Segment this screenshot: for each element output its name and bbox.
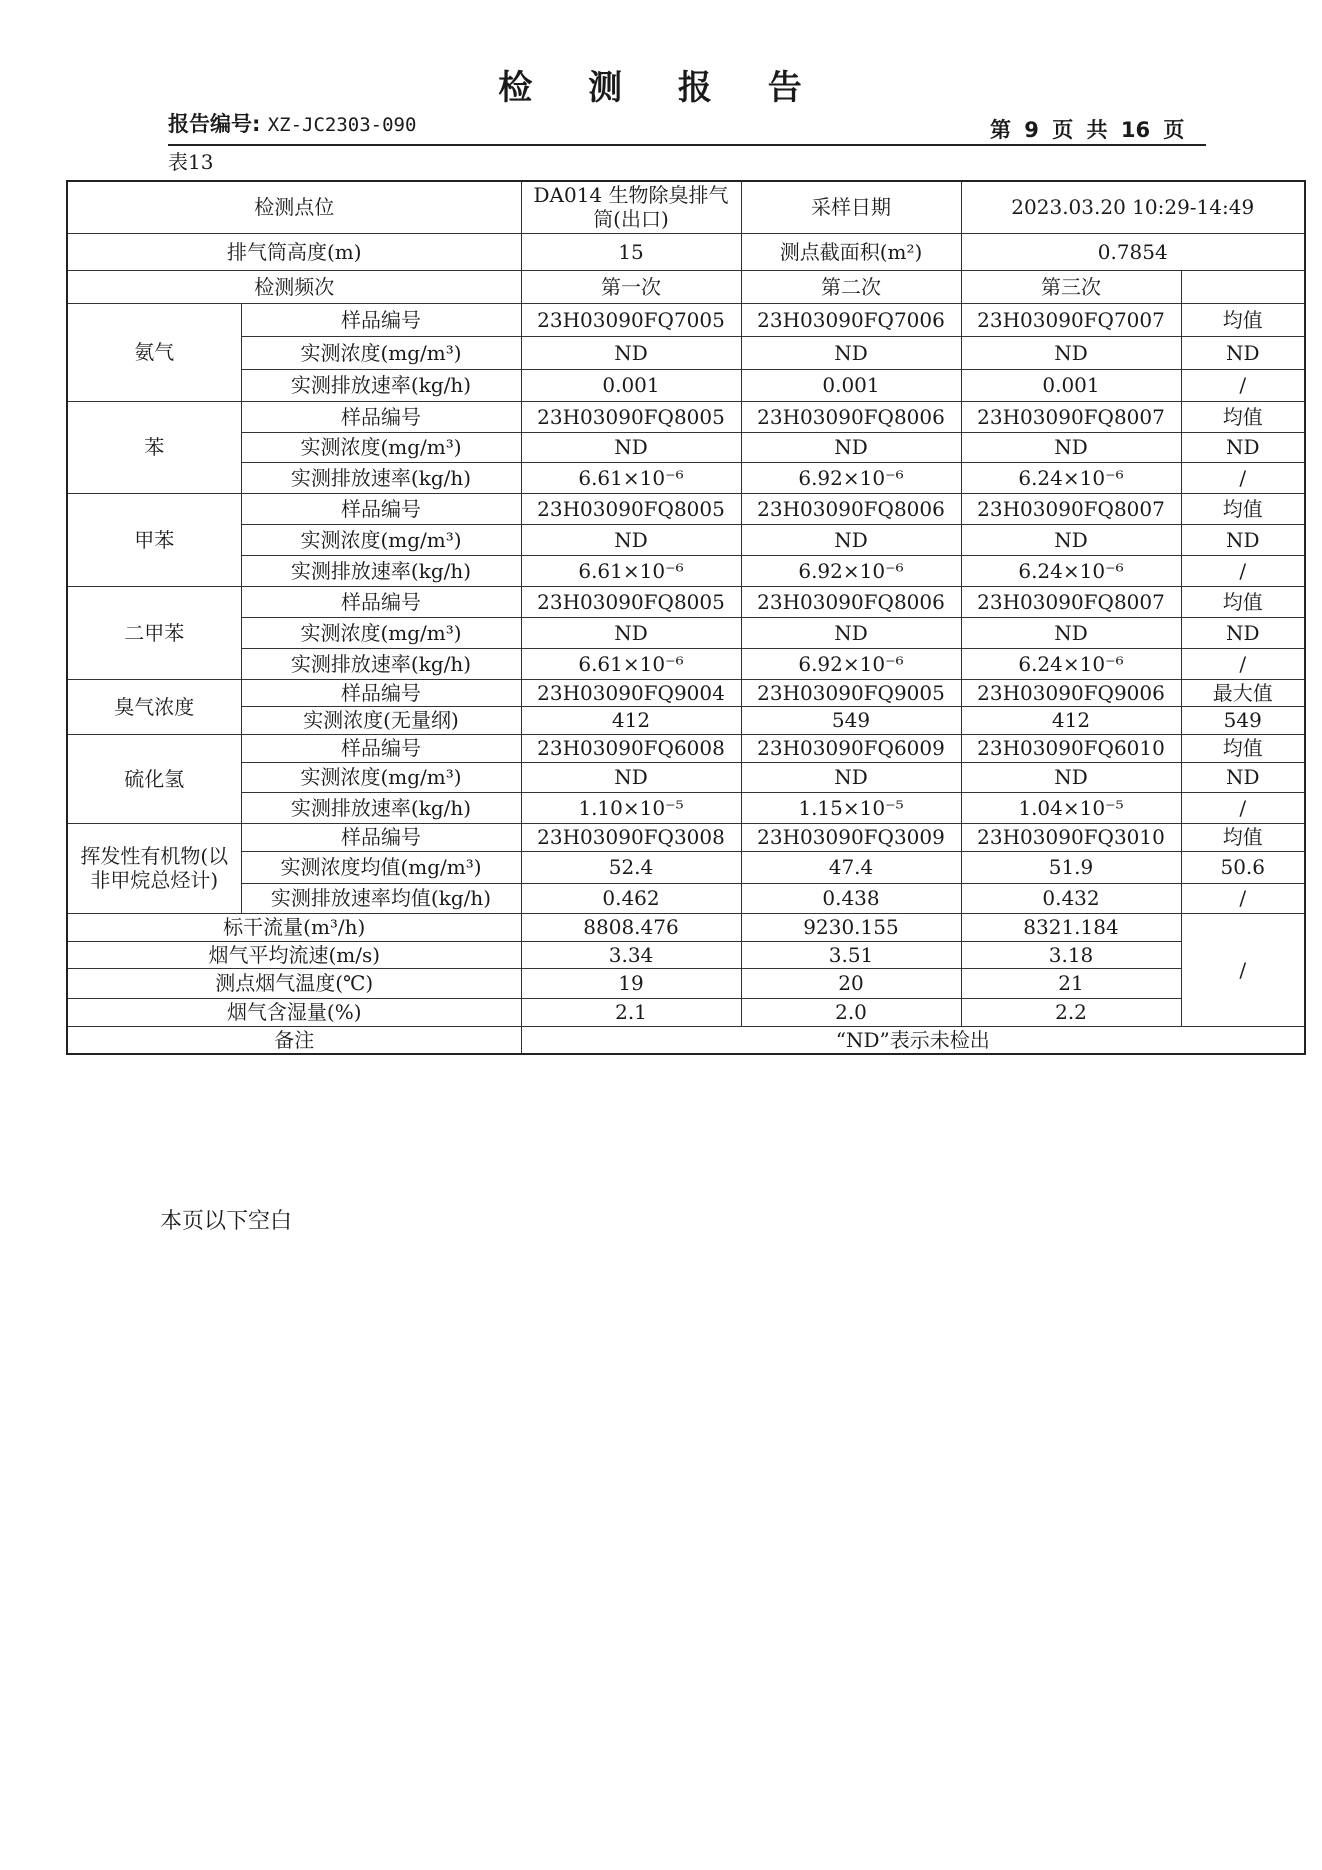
table-row: [67, 303, 1305, 336]
pollutant-name: 甲苯: [67, 493, 241, 586]
value-cell: 1.04×10⁻⁵: [961, 792, 1181, 823]
value-cell: 23H03090FQ3010: [961, 823, 1181, 851]
results-table-body: [67, 181, 1305, 1054]
report-title: 检 测 报 告: [498, 68, 824, 108]
item-label: 实测浓度(mg/m³): [241, 617, 521, 648]
table-label: 表13: [168, 150, 214, 174]
value-cell: ND: [521, 524, 741, 555]
point-label: 检测点位: [67, 181, 521, 233]
table-row: [67, 401, 1305, 432]
item-label: 样品编号: [241, 734, 521, 762]
frequency-label: 检测频次: [67, 270, 521, 303]
value-cell: ND: [961, 524, 1181, 555]
average-cell: /: [1181, 462, 1305, 493]
value-cell: 23H03090FQ7005: [521, 303, 741, 336]
table-row: [67, 648, 1305, 679]
average-cell: /: [1181, 369, 1305, 401]
value-cell: 19: [521, 968, 741, 998]
average-cell: 均值: [1181, 303, 1305, 336]
param-label: 烟气平均流速(m/s): [67, 941, 521, 968]
date-value: 2023.03.20 10:29-14:49: [961, 181, 1305, 233]
table-row: [67, 369, 1305, 401]
value-cell: ND: [521, 762, 741, 792]
pollutant-name: 臭气浓度: [67, 679, 241, 734]
value-cell: 549: [741, 706, 961, 734]
row-height: [67, 233, 1305, 270]
value-cell: ND: [961, 617, 1181, 648]
item-label: 样品编号: [241, 823, 521, 851]
table-row: [67, 493, 1305, 524]
average-cell: ND: [1181, 762, 1305, 792]
value-cell: 23H03090FQ8007: [961, 493, 1181, 524]
item-label: 实测排放速率(kg/h): [241, 792, 521, 823]
value-cell: 2.2: [961, 998, 1181, 1026]
value-cell: ND: [741, 524, 961, 555]
table-row: [67, 336, 1305, 369]
value-cell: 3.51: [741, 941, 961, 968]
value-cell: ND: [741, 617, 961, 648]
value-cell: 0.432: [961, 883, 1181, 913]
value-cell: 23H03090FQ8006: [741, 586, 961, 617]
value-cell: 23H03090FQ6009: [741, 734, 961, 762]
item-label: 实测浓度(mg/m³): [241, 336, 521, 369]
item-label: 实测排放速率(kg/h): [241, 462, 521, 493]
average-cell: ND: [1181, 524, 1305, 555]
value-cell: 412: [521, 706, 741, 734]
item-label: 实测排放速率(kg/h): [241, 555, 521, 586]
value-cell: 23H03090FQ8007: [961, 586, 1181, 617]
height-label: 排气筒高度(m): [67, 233, 521, 270]
pollutant-name: 二甲苯: [67, 586, 241, 679]
table-row: [67, 883, 1305, 913]
value-cell: ND: [961, 762, 1181, 792]
item-label: 实测排放速率(kg/h): [241, 648, 521, 679]
value-cell: 2.0: [741, 998, 961, 1026]
report-number-value: XZ-JC2303-090: [267, 114, 417, 136]
table-row: [67, 617, 1305, 648]
average-cell: /: [1181, 792, 1305, 823]
value-cell: 23H03090FQ6010: [961, 734, 1181, 762]
table-row: [67, 762, 1305, 792]
value-cell: 23H03090FQ9006: [961, 679, 1181, 706]
value-cell: ND: [741, 762, 961, 792]
average-cell: 均值: [1181, 586, 1305, 617]
frequency-2: 第二次: [741, 270, 961, 303]
table-row: [67, 706, 1305, 734]
value-cell: 6.24×10⁻⁶: [961, 648, 1181, 679]
value-cell: ND: [521, 336, 741, 369]
table-row: [67, 792, 1305, 823]
value-cell: 3.34: [521, 941, 741, 968]
pollutant-name: 氨气: [67, 303, 241, 401]
table-row: [67, 913, 1305, 941]
table-row: [67, 432, 1305, 462]
table-row: [67, 586, 1305, 617]
value-cell: 412: [961, 706, 1181, 734]
value-cell: 0.001: [961, 369, 1181, 401]
header-rule: [168, 144, 1206, 146]
frequency-empty: [1181, 270, 1305, 303]
pollutant-name: 硫化氢: [67, 734, 241, 823]
value-cell: 23H03090FQ9005: [741, 679, 961, 706]
value-cell: 23H03090FQ8005: [521, 401, 741, 432]
item-label: 实测浓度(mg/m³): [241, 432, 521, 462]
value-cell: 20: [741, 968, 961, 998]
average-cell: 均值: [1181, 401, 1305, 432]
table-row: [67, 524, 1305, 555]
table-row: [67, 679, 1305, 706]
table-row: [67, 462, 1305, 493]
value-cell: 0.462: [521, 883, 741, 913]
average-cell: 549: [1181, 706, 1305, 734]
value-cell: 23H03090FQ7007: [961, 303, 1181, 336]
item-label: 样品编号: [241, 586, 521, 617]
value-cell: 9230.155: [741, 913, 961, 941]
average-cell: 均值: [1181, 823, 1305, 851]
footer-note: 本页以下空白: [160, 1209, 293, 1234]
param-label: 测点烟气温度(℃): [67, 968, 521, 998]
table-row: [67, 998, 1305, 1026]
value-cell: 21: [961, 968, 1181, 998]
frequency-1: 第一次: [521, 270, 741, 303]
date-label: 采样日期: [741, 181, 961, 233]
value-cell: 23H03090FQ8006: [741, 493, 961, 524]
param-label: 烟气含湿量(%): [67, 998, 521, 1026]
value-cell: 2.1: [521, 998, 741, 1026]
value-cell: 47.4: [741, 851, 961, 883]
value-cell: 6.92×10⁻⁶: [741, 462, 961, 493]
table-row: [67, 555, 1305, 586]
value-cell: 23H03090FQ8005: [521, 586, 741, 617]
value-cell: 23H03090FQ3008: [521, 823, 741, 851]
value-cell: 23H03090FQ6008: [521, 734, 741, 762]
table-row: [67, 941, 1305, 968]
value-cell: 3.18: [961, 941, 1181, 968]
value-cell: ND: [741, 432, 961, 462]
value-cell: 1.10×10⁻⁵: [521, 792, 741, 823]
value-cell: ND: [521, 617, 741, 648]
value-cell: 23H03090FQ7006: [741, 303, 961, 336]
average-cell: 最大值: [1181, 679, 1305, 706]
value-cell: 0.001: [741, 369, 961, 401]
value-cell: 23H03090FQ9004: [521, 679, 741, 706]
table-row: [67, 1026, 1305, 1054]
pollutant-name: 苯: [67, 401, 241, 493]
item-label: 实测浓度均值(mg/m³): [241, 851, 521, 883]
item-label: 实测排放速率均值(kg/h): [241, 883, 521, 913]
value-cell: 6.24×10⁻⁶: [961, 555, 1181, 586]
value-cell: 6.24×10⁻⁶: [961, 462, 1181, 493]
average-cell: ND: [1181, 432, 1305, 462]
item-label: 实测排放速率(kg/h): [241, 369, 521, 401]
height-value: 15: [521, 233, 741, 270]
value-cell: ND: [521, 432, 741, 462]
item-label: 样品编号: [241, 493, 521, 524]
value-cell: 6.61×10⁻⁶: [521, 462, 741, 493]
value-cell: ND: [961, 432, 1181, 462]
table-row: [67, 734, 1305, 762]
row-point: [67, 181, 1305, 233]
value-cell: 23H03090FQ3009: [741, 823, 961, 851]
table-row: [67, 823, 1305, 851]
average-cell: /: [1181, 555, 1305, 586]
value-cell: ND: [741, 336, 961, 369]
value-cell: 6.61×10⁻⁶: [521, 555, 741, 586]
item-label: 实测浓度(无量纲): [241, 706, 521, 734]
page-info: 第 9 页 共 16 页: [990, 118, 1185, 142]
report-number: [168, 108, 416, 138]
average-cell: /: [1181, 648, 1305, 679]
item-label: 样品编号: [241, 303, 521, 336]
pollutant-name: 挥发性有机物(以非甲烷总烃计): [67, 823, 241, 913]
value-cell: 8321.184: [961, 913, 1181, 941]
remark-value: “ND”表示未检出: [521, 1026, 1305, 1054]
value-cell: 0.001: [521, 369, 741, 401]
table-row: [67, 968, 1305, 998]
item-label: 样品编号: [241, 679, 521, 706]
point-value: DA014 生物除臭排气筒(出口): [521, 181, 741, 233]
average-cell: 均值: [1181, 734, 1305, 762]
results-table: [66, 180, 1306, 1055]
value-cell: 23H03090FQ8006: [741, 401, 961, 432]
item-label: 实测浓度(mg/m³): [241, 762, 521, 792]
average-cell: ND: [1181, 336, 1305, 369]
average-cell: /: [1181, 883, 1305, 913]
item-label: 样品编号: [241, 401, 521, 432]
value-cell: 6.61×10⁻⁶: [521, 648, 741, 679]
value-cell: 0.438: [741, 883, 961, 913]
remark-label: 备注: [67, 1026, 521, 1054]
value-cell: 23H03090FQ8007: [961, 401, 1181, 432]
table-row: [67, 851, 1305, 883]
frequency-3: 第三次: [961, 270, 1181, 303]
value-cell: 51.9: [961, 851, 1181, 883]
row-frequency: [67, 270, 1305, 303]
area-value: 0.7854: [961, 233, 1305, 270]
param-label: 标干流量(m³/h): [67, 913, 521, 941]
value-cell: 6.92×10⁻⁶: [741, 648, 961, 679]
value-cell: 1.15×10⁻⁵: [741, 792, 961, 823]
report-number-label: 报告编号:: [168, 112, 261, 136]
param-average: /: [1181, 913, 1305, 1026]
item-label: 实测浓度(mg/m³): [241, 524, 521, 555]
average-cell: 均值: [1181, 493, 1305, 524]
value-cell: 23H03090FQ8005: [521, 493, 741, 524]
area-label: 测点截面积(m²): [741, 233, 961, 270]
value-cell: 8808.476: [521, 913, 741, 941]
value-cell: ND: [961, 336, 1181, 369]
average-cell: ND: [1181, 617, 1305, 648]
average-cell: 50.6: [1181, 851, 1305, 883]
value-cell: 52.4: [521, 851, 741, 883]
value-cell: 6.92×10⁻⁶: [741, 555, 961, 586]
